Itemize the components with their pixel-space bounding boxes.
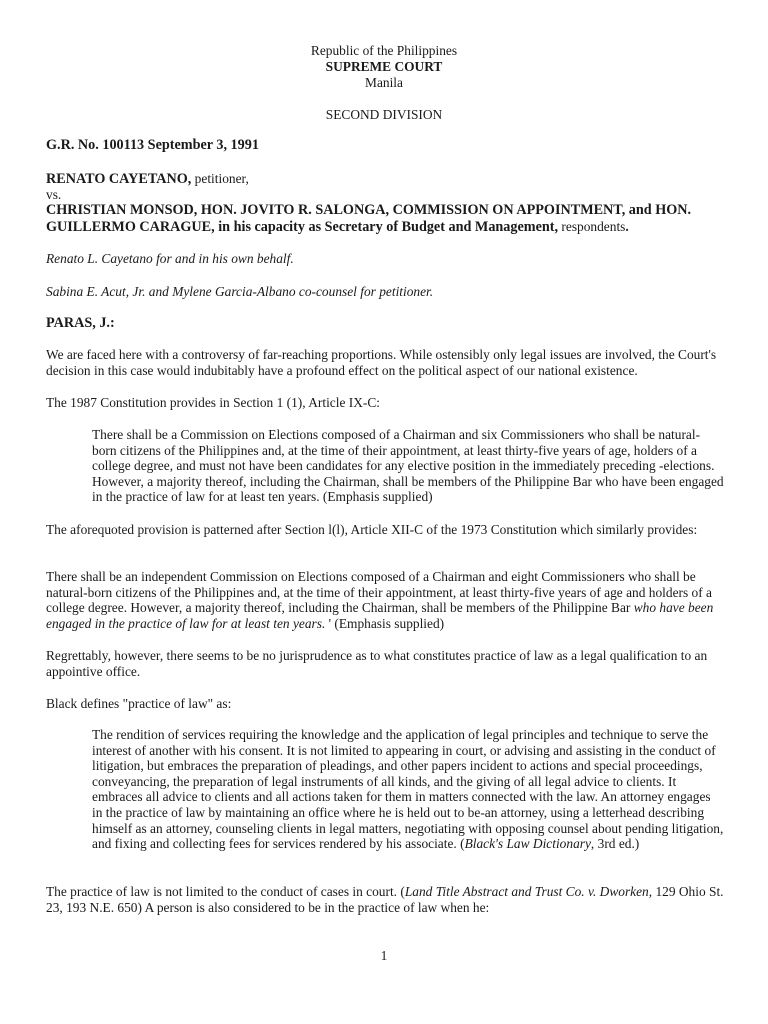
black-definition: The rendition of services requiring the knowledge and the application of legal principles and technique to serve the interest of another with his consent. It is not limited to appearing in court, or advising and assisting in the conduct of litigation, but embraces the preparation of pleadings, and other papers incident to actions and special proceedings, conveyancing, the preparation of legal instruments of all kinds, and the giving of all legal advice to clients. It embraces all advice to clients and all actions taken for them in matters connected with the law. An attorney engages in the practice of law by maintaining an office where he is held out to be-an attorney, using a letterhead describing himself as an attorney, counseling clients in legal matters, negotiating with opposing counsel about pending litigation, and fixing and collecting fees for services rendered by his associate. ( [92, 727, 724, 852]
petitioner-name: RENATO CAYETANO, [46, 171, 192, 187]
paragraph-1973-provision [46, 569, 726, 631]
petitioner-role: petitioner, [191, 171, 249, 186]
black-edition: , 3rd ed.) [590, 836, 640, 852]
case-number: G.R. No. 100113 September 3, 1991 [46, 137, 259, 153]
paragraph-intro: We are faced here with a controversy of far-reaching proportions. While ostensibly only legal issues are involved, the Court's decision in this case would indubitably have a profound effect on the political aspect of our national existence. [46, 347, 717, 378]
paragraph-black-defines: Black defines "practice of law" as: [46, 696, 232, 711]
court-heading: SUPREME COURT [325, 59, 443, 74]
paragraph-constitution: The 1987 Constitution provides in Section 1 (1), Article IX-C: [46, 395, 380, 410]
respondents-names: GUILLERMO CARAGUE, in his capacity as Secretary of Budget and Management, [46, 219, 559, 235]
provision-note: ' (Emphasis supplied) [325, 615, 445, 631]
practice-text: The practice of law is not limited to the conduct of cases in court. ( [46, 884, 405, 899]
case-citation: Land Title Abstract and Trust Co. v. Dworken, [404, 884, 653, 899]
paragraph-jurisprudence: Regrettably, however, there seems to be no jurisprudence as to what constitutes practice of law as a legal qualification to an appointive office. [46, 648, 708, 679]
provision-emphasis: who have been engaged in the practice of law for at least ten years. [46, 600, 714, 631]
respondents-period: . [625, 219, 629, 234]
paragraph-practice-of-law [46, 884, 726, 915]
versus: vs. [46, 187, 62, 202]
ponente: PARAS, J.: [46, 315, 115, 331]
black-source: Black's Law Dictionary [464, 836, 591, 852]
republic-heading: Republic of the Philippines [310, 43, 458, 58]
practice-text-end: 129 Ohio St. 23, 193 N.E. 650) A person is also considered to be in the practice of law when he: [46, 884, 724, 915]
block-quote-1987: There shall be a Commission on Elections composed of a Chairman and six Commissioners who shall be natural-born citizens of the Philippines and, at the time of their appointment, at least thirty-five years of age, holders of a college degree, and must not have been candidates for any elective position in the immediately preceding -elections. However, a majority thereof, including the Chairman, shall be members of the Philippine Bar who have been engaged in the practice of law for at least ten years. (Emphasis supplied) [92, 427, 724, 505]
city-heading: Manila [365, 75, 403, 90]
provision-text: There shall be an independent Commission on Elections composed of a Chairman and eight Commissioners who shall be natural-born citizens of the Philippines and, at the time of their appointment, at least thirty-five years of age and holders of a college degree. However, a majority thereof, including the Chairman, shall be members of the Philippine Bar [46, 569, 712, 616]
respondents-line-2 [46, 219, 726, 236]
counsel-line-1: Renato L. Cayetano for and in his own behalf. [46, 251, 294, 266]
block-quote-black [92, 727, 724, 852]
page-number: 1 [380, 948, 388, 963]
paragraph-patterned: The aforequoted provision is patterned after Section l(l), Article XII-C of the 1973 Constitution which similarly provides: [46, 522, 698, 537]
respondents-line-1: CHRISTIAN MONSOD, HON. JOVITO R. SALONGA, COMMISSION ON APPOINTMENT, and HON. [46, 202, 692, 218]
respondents-role: respondents [558, 219, 626, 234]
counsel-line-2: Sabina E. Acut, Jr. and Mylene Garcia-Albano co-counsel for petitioner. [46, 284, 434, 299]
division-heading: SECOND DIVISION [325, 107, 443, 122]
petitioner-line [46, 171, 726, 188]
